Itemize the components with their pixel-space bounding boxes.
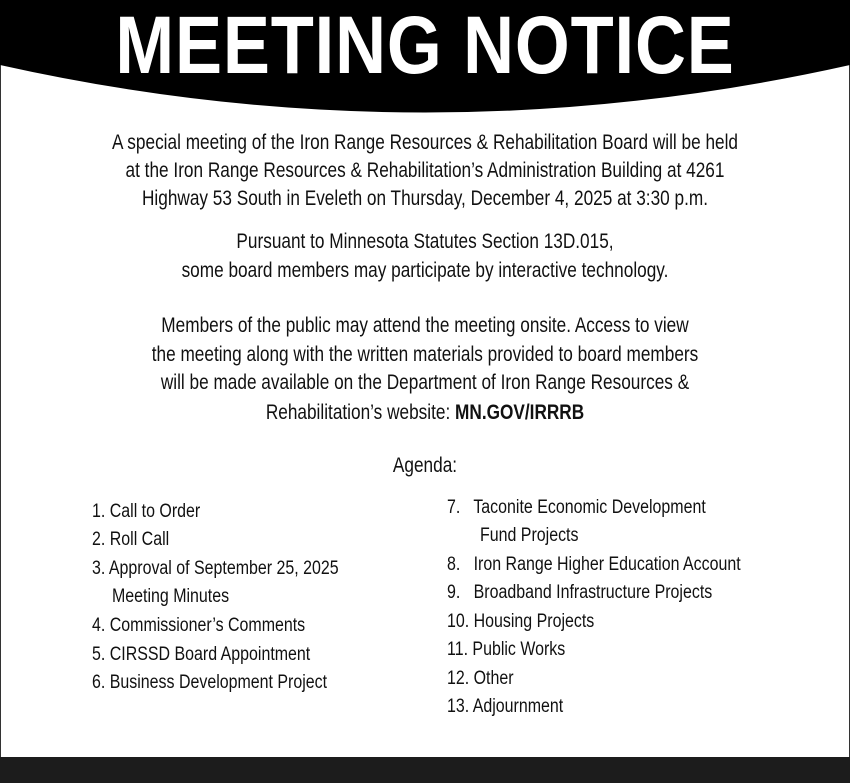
agenda-item: 5. CIRSSD Board Appointment xyxy=(92,644,311,665)
website-line xyxy=(266,400,584,426)
agenda-item-continued: Meeting Minutes xyxy=(112,586,230,607)
agenda-item: 8. Iron Range Higher Education Account xyxy=(447,554,741,575)
paragraph-line: Members of the public may attend the meeting onsite. Access to view xyxy=(161,314,689,337)
page-title: MEETING NOTICE xyxy=(115,0,735,91)
paragraph-line: Highway 53 South in Eveleth on Thursday, December 4, 2025 at 3:30 p.m. xyxy=(141,187,709,210)
paragraph-line: at the Iron Range Resources & Rehabilitation’s Administration Building at 4261 xyxy=(125,159,725,182)
paragraph-line: Pursuant to Minnesota Statutes Section 13D.015, xyxy=(236,230,614,253)
agenda-item: 10. Housing Projects xyxy=(447,611,595,632)
agenda-item: 12. Other xyxy=(447,668,514,689)
website-prefix: Rehabilitation’s website: xyxy=(265,401,456,424)
paragraph-line: will be made available on the Department of Iron Range Resources & xyxy=(160,371,690,394)
agenda-item: 11. Public Works xyxy=(447,639,566,660)
agenda-item: 2. Roll Call xyxy=(92,529,170,550)
website-link[interactable]: MN.GOV/IRRRB xyxy=(455,401,585,424)
paragraph-line: some board members may participate by interactive technology. xyxy=(181,259,669,282)
paragraph-line: A special meeting of the Iron Range Resources & Rehabilitation Board will be held xyxy=(111,131,739,154)
agenda-item: 6. Business Development Project xyxy=(92,672,328,693)
agenda-item: 7. Taconite Economic Development xyxy=(447,497,706,518)
footer-bar xyxy=(0,757,850,783)
paragraph-line: the meeting along with the written materials provided to board members xyxy=(151,343,699,366)
agenda-heading: Agenda: xyxy=(392,454,458,477)
agenda-item: 3. Approval of September 25, 2025 xyxy=(92,558,339,579)
agenda-item: 1. Call to Order xyxy=(92,501,201,522)
agenda-item: 13. Adjournment xyxy=(447,696,564,717)
agenda-item-continued: Fund Projects xyxy=(480,525,579,546)
agenda-item: 4. Commissioner’s Comments xyxy=(92,615,306,636)
agenda-item: 9. Broadband Infrastructure Projects xyxy=(447,582,713,603)
